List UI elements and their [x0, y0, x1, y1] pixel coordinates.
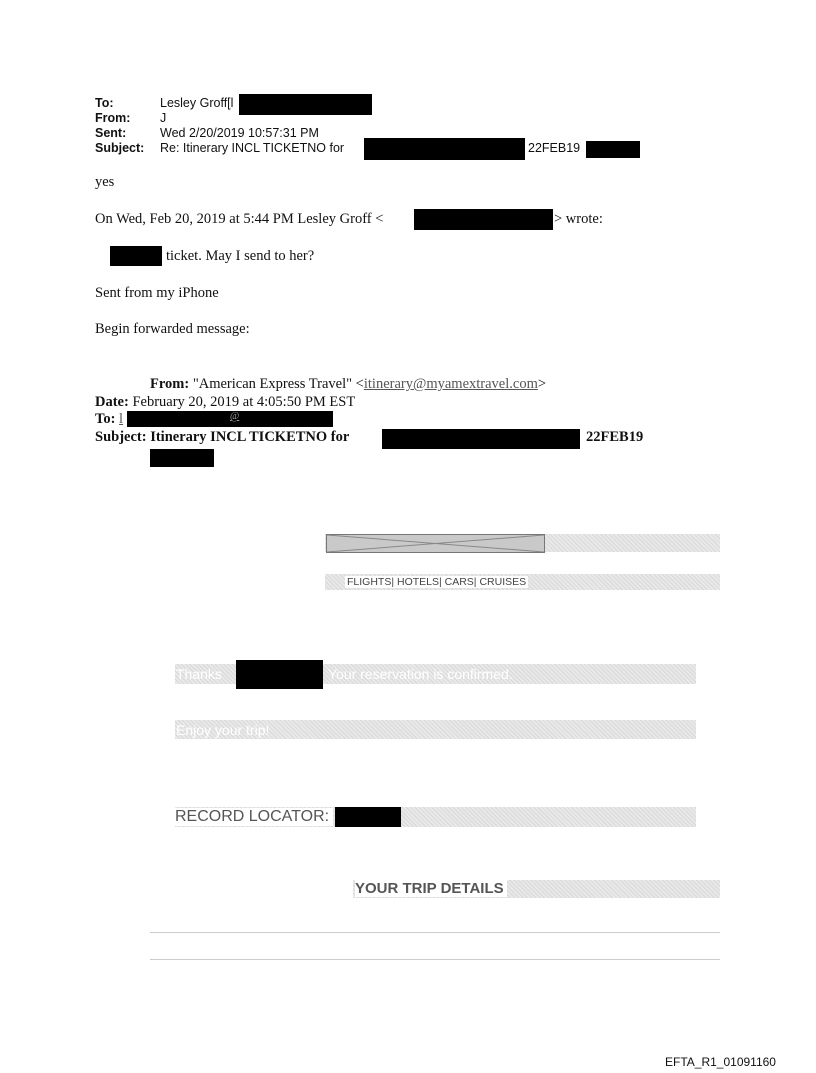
fwd-from-label: From: [150, 376, 190, 392]
forward-intro: Begin forwarded message: [95, 321, 250, 337]
redaction-fwd-subject [382, 429, 580, 449]
fwd-from-value: "American Express Travel" < [192, 376, 364, 392]
fwd-subject-line [95, 429, 349, 446]
trip-details-heading: YOUR TRIP DETAILS [355, 880, 507, 897]
fwd-subject-value: Itinerary INCL TICKETNO for [150, 429, 350, 445]
fwd-to-value[interactable]: l [119, 411, 124, 427]
fwd-from-email-link[interactable]: itinerary@myamextravel.com [363, 376, 538, 392]
redaction-subject [364, 138, 525, 160]
fwd-subject-label: Subject: [95, 429, 147, 445]
fwd-date-line [95, 394, 355, 411]
to-label: To: [95, 96, 114, 110]
broken-image-icon [326, 534, 545, 553]
fwd-from-close: > [537, 376, 547, 392]
redaction-thanks-name [236, 660, 323, 689]
divider-1 [150, 932, 720, 933]
enjoy-text: Enjoy your trip! [176, 722, 270, 738]
fwd-to-at: @ [230, 411, 240, 422]
sent-label: Sent: [95, 126, 127, 140]
to-value: Lesley Groff[l [160, 96, 234, 110]
quote-intro [95, 211, 383, 228]
redaction-email [414, 209, 553, 230]
redaction-record-locator [335, 807, 401, 827]
from-label: From: [95, 111, 131, 125]
redaction-fwd-subject-2 [150, 449, 214, 467]
redaction-subject-end [586, 141, 640, 158]
quote-intro-start: On Wed, Feb 20, 2019 at 5:44 PM Lesley Groff < [95, 211, 384, 227]
quote-intro-end: > wrote: [554, 211, 603, 227]
thanks-suffix: Your reservation is confirmed. [328, 666, 513, 682]
fwd-to-line [95, 411, 123, 428]
redaction-name [110, 246, 162, 266]
signature: Sent from my iPhone [95, 285, 219, 301]
redaction-to [239, 94, 372, 115]
from-value: J [160, 111, 167, 125]
ticket-line: ticket. May I send to her? [166, 248, 315, 264]
reply-text: yes [95, 174, 115, 190]
fwd-date-value: February 20, 2019 at 4:05:50 PM EST [132, 394, 356, 410]
subject-suffix: 22FEB19 [528, 141, 581, 155]
nav-links[interactable]: FLIGHTS| HOTELS| CARS| CRUISES [347, 576, 527, 588]
subject-value: Re: Itinerary INCL TICKETNO for [160, 141, 345, 155]
divider-2 [150, 959, 720, 960]
sent-value: Wed 2/20/2019 10:57:31 PM [160, 126, 319, 140]
bates-number: EFTA_R1_01091160 [665, 1055, 776, 1069]
subject-label: Subject: [95, 141, 145, 155]
record-locator-label: RECORD LOCATOR: [175, 808, 333, 826]
fwd-date-label: Date: [95, 394, 129, 410]
fwd-to-label: To: [95, 411, 116, 427]
thanks-prefix: Thanks [176, 666, 222, 682]
fwd-from-line [150, 376, 546, 393]
fwd-subject-suffix: 22FEB19 [586, 429, 644, 445]
